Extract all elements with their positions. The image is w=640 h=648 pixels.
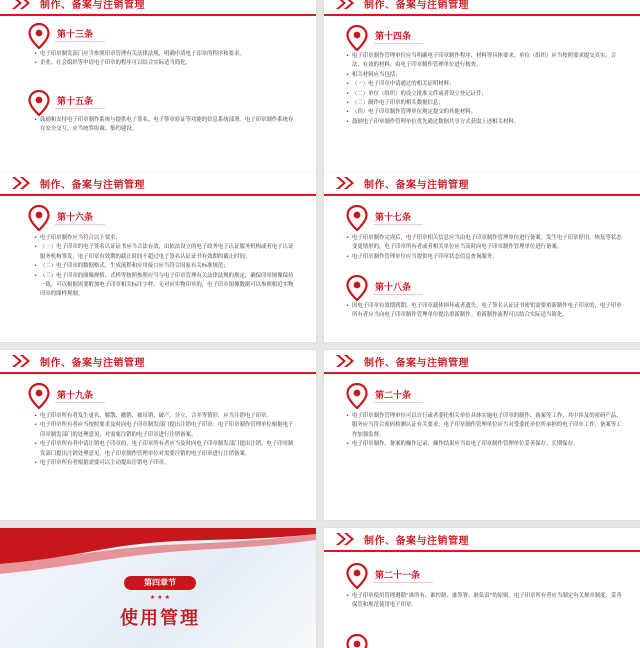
slide-7-section-cover xyxy=(0,528,316,648)
bullet-item: • 电子印章所有者根据需要可以主动提出注销电子印章。 xyxy=(34,459,296,468)
article-underline xyxy=(373,43,423,44)
bullet-item: • 相关材料应当包括： xyxy=(346,71,622,80)
double-chevron-icon xyxy=(334,176,356,190)
article-bullets xyxy=(34,412,296,468)
slide-header xyxy=(324,350,640,374)
location-pin-icon xyxy=(346,563,368,589)
double-chevron-icon xyxy=(334,354,356,368)
location-pin-icon xyxy=(346,25,368,51)
slide-6 xyxy=(324,350,640,520)
location-pin-icon xyxy=(28,205,50,231)
article-title: 第十七条 xyxy=(375,213,412,223)
bullet-item: • 电子印章制作管理单位可以自行或者委托相关单位具体实施电子印章的制作、备案等工作，其中涉及的密码产品、服务应当符合密码检测认证有关要求。电子印章制作管理单位应当对受委托单位所承担的电子印章工作，备案等工作加强监督。 xyxy=(346,412,622,440)
article-title: 第十三条 xyxy=(57,30,94,40)
slide-header-title: 制作、备案与注销管理 xyxy=(40,0,145,11)
bullet-item: • 电子印章使用管理遵循“谁所有、谁控制，谁签署、谁负责”的原则。电子印章所有者应当制定有关规章制度，妥善保管和规范使用电子印章。 xyxy=(346,592,622,611)
location-pin-icon xyxy=(28,90,50,116)
article-title: 第二十一条 xyxy=(375,571,421,581)
article-underline xyxy=(373,402,423,403)
bullet-item: • 电子印章制发部门应当参照印章管理有关法律法规，明确申请电子印章的程序和要求。 xyxy=(34,50,294,59)
bullet-item: • （一）电子印章申请通过的相关证明材料； xyxy=(346,80,622,89)
bullet-item: • 企业、社会组织等申请电子印章的程序可以结合实际适当简化。 xyxy=(34,59,294,68)
article-title: 第二十条 xyxy=(375,391,412,401)
location-pin-icon xyxy=(28,23,50,49)
location-pin-icon xyxy=(346,205,368,231)
slide-header-title: 制作、备案与注销管理 xyxy=(364,179,469,191)
slide-4 xyxy=(324,172,640,342)
double-chevron-icon xyxy=(10,0,32,10)
slide-header xyxy=(324,172,640,196)
bullet-item: • （三）制作电子印章的相关数据信息； xyxy=(346,99,622,108)
double-chevron-icon xyxy=(10,176,32,190)
bullet-item: • 电子印章制作、备案的操作记录、操作结果应当由电子印章制作管理单位妥善保存、长期保存。 xyxy=(346,440,622,449)
bullet-item: • 因电子印章有效期到期、电子印章载体损坏或者遗失、电子签名认证证书密钥需要重新制作电子印章的，电子印章所有者应当向电子印章制作管理单位提出重新制作。重新制作流程可以结合实际适当简化。 xyxy=(346,302,622,321)
bullet-item: • 电子印章所有者应当按照要求及时向电子印章制发部门提出注销电子印章。电子印章制作管理单位根据电子印章制发部门的处理意见，对需要注销的电子印章进行注销备案。 xyxy=(34,421,296,440)
article-bullets xyxy=(346,592,622,611)
location-pin-icon xyxy=(28,383,50,409)
slide-header-title: 制作、备案与注销管理 xyxy=(40,179,145,191)
slide-3 xyxy=(0,172,316,342)
article-title: 第十四条 xyxy=(375,32,412,42)
slide-header xyxy=(324,0,640,16)
bullet-item: • （二）单位（组织）的设立批准文件或者设立登记证件； xyxy=(346,90,622,99)
article-underline xyxy=(55,108,105,109)
star-divider-icon: ★★★ xyxy=(149,594,173,601)
location-pin-icon xyxy=(346,634,368,648)
article-bullets xyxy=(34,234,296,300)
article-title: 第十六条 xyxy=(57,213,94,223)
slide-header-title: 制作、备案与注销管理 xyxy=(364,535,469,547)
bullet-item: • 鼓励和支持电子印章制作系统与提供电子签名、电子签章验证等功能的信息系统部署。电子印章制作系统存在安全交互，应当统筹协调、集约建设。 xyxy=(34,116,294,135)
double-chevron-icon xyxy=(334,532,356,546)
bullet-item: • （二）电子印章的数据格式、生成流程和应用接口应当符合国家有关标准规范； xyxy=(34,262,296,271)
slide-header xyxy=(0,172,316,196)
article-underline xyxy=(373,294,423,295)
article-bullets xyxy=(346,52,622,127)
bullet-item: • 电子印章所有者发生更名、解散、撤销、被吊销、破产、分立、合并等情形，应当注销电子印章。 xyxy=(34,412,296,421)
location-pin-icon xyxy=(346,275,368,301)
slide-header-title: 制作、备案与注销管理 xyxy=(364,357,469,369)
article-bullets xyxy=(346,234,622,262)
article-underline xyxy=(55,402,105,403)
section-title: 使用管理 xyxy=(120,608,200,629)
slide-header xyxy=(0,0,316,16)
bullet-item: • （一）电子印章的电子签名认证证书应当合法有效，由依法设立的电子政务电子认证服务机构或者电子认证服务机构签发，电子印章有效期的截止时间不超过电子签名认证证书有效期的截止时间； xyxy=(34,243,296,262)
article-title: 第十八条 xyxy=(375,283,412,293)
slide-2 xyxy=(324,0,640,172)
article-title: 第十九条 xyxy=(57,391,94,401)
bullet-item: • 电子印章所有者申请注销电子印章的，电子印章所有者应当及时向电子印章制发部门提出注销。电子印章制发部门提出注销处理意见，电子印章制作管理单位对需要注销的电子印章进行注销备案。 xyxy=(34,440,296,459)
article-bullets xyxy=(346,412,622,450)
section-badge: 第四章节 xyxy=(124,576,196,590)
article-bullets xyxy=(34,50,294,69)
double-chevron-icon xyxy=(334,0,356,10)
slide-1 xyxy=(0,0,316,172)
slide-5 xyxy=(0,350,316,520)
slide-8 xyxy=(324,528,640,648)
location-pin-icon xyxy=(346,383,368,409)
article-underline xyxy=(373,582,433,583)
article-underline xyxy=(373,224,423,225)
article-underline xyxy=(55,224,105,225)
article-title: 第十五条 xyxy=(57,97,94,107)
double-chevron-icon xyxy=(10,354,32,368)
slide-header-title: 制作、备案与注销管理 xyxy=(364,0,469,11)
bullet-item: • 电子印章制作完成后，电子印章相关信息应当由电子印章制作管理单位进行备案。发生电子印章停用、恢复等状态变更情形的，电子印章所有者或者相关单位应当及时向电子印章制作管理单位进行备案。 xyxy=(346,234,622,253)
bullet-item: • 鼓励电子印章制作管理单位优先通过数据共享方式获取上述相关材料。 xyxy=(346,118,622,127)
slide-header xyxy=(0,350,316,374)
bullet-item: • 电子印章制作管理单位应当提供电子印章状态信息查询服务。 xyxy=(346,253,622,262)
slide-header-title: 制作、备案与注销管理 xyxy=(40,357,145,369)
article-bullets xyxy=(34,116,294,135)
bullet-item: • （四）电子印章制作管理单位规定提交的其他材料。 xyxy=(346,108,622,117)
bullet-item: • 电子印章制作管理单位应当明确电子印章制作程序、材料等具体要求。单位（组织）应当按照要求提交真实、合法、有效的材料，由电子印章制作管理单位进行核查。 xyxy=(346,52,622,71)
bullet-item: • 电子印章制作应当符合以下要求： xyxy=(34,234,296,243)
bullet-item: • （三）电子印章的图像规格、式样等按照参照应当与电子印章管理有关法律法规的规定，确保印章图像保持一致，可以根据需要附加电子印章相关标注字样。无对应实物印章的，电子印章图像数据可以参照相近实物印章的图样规制。 xyxy=(34,272,296,300)
article-underline xyxy=(55,41,105,42)
article-bullets xyxy=(346,302,622,321)
slide-header xyxy=(324,528,640,552)
